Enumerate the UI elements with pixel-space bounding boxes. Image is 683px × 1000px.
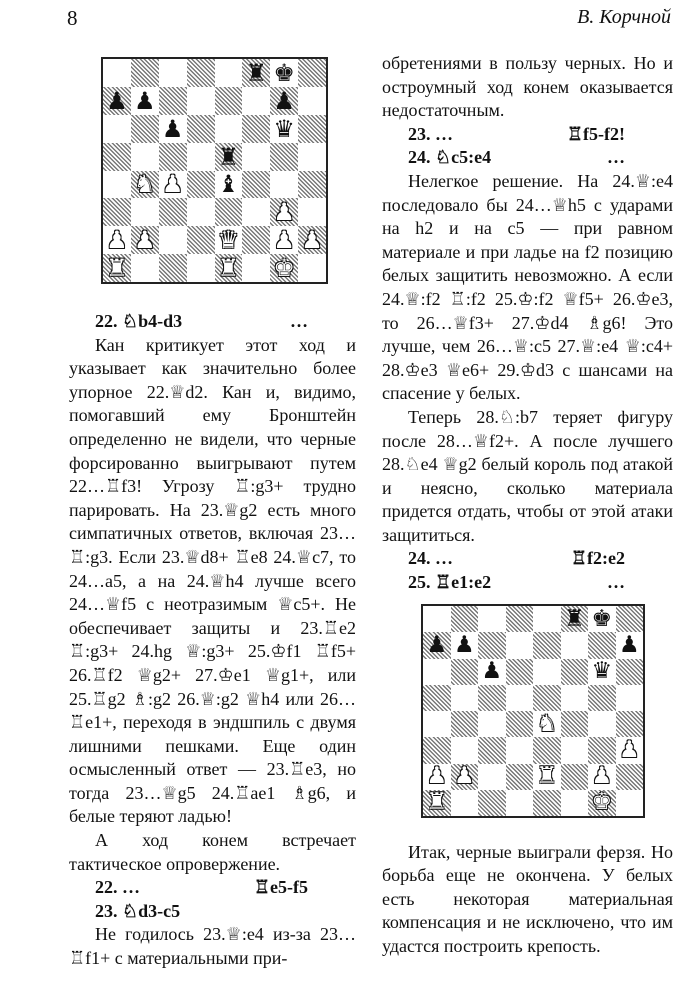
white-knight-icon: ♞	[536, 711, 558, 737]
board-square	[242, 171, 270, 199]
board-square	[159, 87, 187, 115]
board-square	[159, 115, 187, 143]
board-square	[242, 254, 270, 282]
move-line: 25. ♖e1:e2 …	[408, 572, 625, 593]
white-rook-icon: ♜	[536, 763, 558, 790]
black-pawn-icon: ♟	[134, 86, 156, 115]
white-pawn-icon: ♟	[301, 226, 323, 255]
white-king-icon: ♚	[273, 254, 295, 282]
move-line: 24. ♘c5:e4 …	[408, 147, 625, 168]
board-square	[159, 171, 187, 199]
black-king-icon: ♚	[591, 606, 613, 632]
board-square	[215, 87, 243, 115]
black-queen-icon: ♛	[273, 114, 295, 143]
white-pawn-icon: ♟	[618, 737, 640, 763]
white-pawn-icon: ♟	[161, 170, 184, 199]
board-square	[103, 254, 131, 282]
board-square	[270, 115, 298, 143]
white-pawn-icon: ♟	[106, 226, 128, 255]
page-number: 8	[67, 6, 78, 30]
board-square	[298, 87, 326, 115]
board-square	[103, 198, 131, 226]
board-square	[103, 143, 131, 171]
board-square	[533, 711, 561, 737]
black-pawn-icon: ♟	[106, 86, 128, 115]
board-square	[187, 226, 215, 254]
board-square	[298, 254, 326, 282]
board-square	[242, 115, 270, 143]
board-square	[103, 115, 131, 143]
board-square	[588, 764, 616, 790]
board-square	[187, 59, 215, 87]
board-square	[242, 198, 270, 226]
board-square	[131, 143, 159, 171]
black-rook-icon: ♜	[563, 606, 585, 632]
right-column	[382, 52, 673, 959]
commentary-paragraph: Итак, черные выиграли ферзя. Но борьба еще не окончена. У белых есть некоторая материальная компенсация и не исключено, что им удастся построить крепость.	[382, 841, 673, 957]
commentary-paragraph: Не годилось 23.♕:e4 из-за 23…♖f1+ с материальными при-	[69, 924, 356, 969]
board-square	[215, 143, 243, 171]
white-rook-icon: ♜	[217, 254, 240, 282]
board-square	[103, 87, 131, 115]
board-square	[215, 171, 243, 199]
board-square	[187, 198, 215, 226]
white-pawn-icon: ♟	[273, 226, 295, 255]
board-square	[298, 226, 326, 254]
board-square	[215, 59, 243, 87]
white-pawn-icon: ♟	[134, 226, 156, 255]
commentary-paragraph: А ход конем встречает тактическое опровержение.	[69, 830, 356, 874]
board-square	[131, 87, 159, 115]
board-square	[270, 254, 298, 282]
white-queen-icon: ♛	[217, 226, 240, 255]
board-square	[298, 143, 326, 171]
board-square	[215, 226, 243, 254]
board-square	[242, 59, 270, 87]
board-square	[616, 632, 644, 658]
move-line: 24. … ♖f2:e2	[408, 548, 625, 569]
white-pawn-icon: ♟	[591, 763, 613, 790]
black-queen-icon: ♛	[591, 658, 613, 685]
board-square	[588, 606, 616, 632]
board-square	[103, 171, 131, 199]
board-square	[478, 659, 506, 685]
white-knight-icon: ♞	[134, 170, 156, 199]
white-king-icon: ♚	[591, 789, 613, 816]
black-bishop-icon: ♝	[217, 170, 240, 199]
move-line: 23. … ♖f5-f2!	[408, 123, 625, 144]
board-square	[159, 254, 187, 282]
board-square	[242, 143, 270, 171]
white-pawn-icon: ♟	[426, 763, 448, 790]
move-line: 22. … ♖e5-f5	[95, 877, 308, 898]
board-square	[588, 790, 616, 816]
board-square	[616, 737, 644, 763]
board-square	[298, 115, 326, 143]
running-head-author: В. Корчной	[577, 6, 671, 28]
commentary-paragraph: Теперь 28.♘:b7 теряет фигуру после 28…♕f2+. А после лучшего 28.♘e4 ♕g2 белый король под атакой и неясно, сколько материала придется отдать, чтобы от этой атаки защититься.	[382, 406, 673, 545]
board-square	[298, 198, 326, 226]
black-rook-icon: ♜	[245, 59, 268, 87]
white-rook-icon: ♜	[426, 789, 448, 816]
black-rook-icon: ♜	[217, 142, 240, 171]
board-square	[131, 198, 159, 226]
board-square	[270, 143, 298, 171]
board-square	[298, 171, 326, 199]
board-square	[451, 632, 479, 658]
commentary-paragraph: Кан критикует этот ход и указывает как значительно более упорное 22.♕d2. Кан и, видимо, помогавший ему Бронштейн определенно не видели, что черные форсированно выигрывают путем 22…♖f3! Угрозу ♖:g3+ трудно парировать. На 23.♕g2 есть много симпатичных ответов, включая 23…♖:g3. Если 23.♕d8+ ♖e8 24.♕c7, то 24…a5, а на 24.♕h4 лучше всего 24…♕f5 с неотразимым ♕c5+. Не обеспечивает защиты и 23.♖e2 ♖:g3+ 24.hg ♕:g3+ 25.♔f1 ♖f5+ 26.♖f2 ♕g2+ 27.♔e1 ♕g1+, или 25.♖g2 ♗:g2 26.♕:g2 ♕h4 или 26…♖e1+, переходя в эндшпиль с двумя лишними пешками. Еще один осмысленный ответ — 23.♖e3, но тогда 23…♕g5 24.♖ae1 ♗g6, и белые теряют ладью!	[69, 334, 356, 827]
board-square	[270, 87, 298, 115]
board-square	[215, 115, 243, 143]
board-square	[588, 659, 616, 685]
board-square	[215, 254, 243, 282]
board-square	[159, 59, 187, 87]
black-pawn-icon: ♟	[161, 114, 184, 143]
commentary-paragraph: Нелегкое решение. На 24.♕:e4 последовало бы 24…♕h5 с ударами на h2 и на c5 — при равном материале и при ладье на f2 позицию белых защитить невозможно. А если 24.♕:f2 ♖:f2 25.♔:f2 ♕f5+ 26.♔e3, то 26…♕f3+ 27.♔d4 ♗g6! Это лучше, чем 26…♕:c5 27.♕:e4 ♕:c4+ 28.♔e3 ♕e6+ 29.♔d3 с шансами на спасение у белых.	[382, 170, 673, 404]
move-line: 22. ♘b4-d3 …	[95, 311, 308, 331]
white-rook-icon: ♜	[106, 254, 128, 282]
board-square	[159, 143, 187, 171]
board-square	[423, 790, 451, 816]
black-pawn-icon: ♟	[453, 632, 475, 658]
board-square	[561, 606, 589, 632]
board-square	[131, 226, 159, 254]
black-pawn-icon: ♟	[426, 632, 448, 658]
commentary-paragraph: обретениями в пользу черных. Но и остроумный ход конем оказывается недостаточным.	[382, 53, 673, 121]
black-pawn-icon: ♟	[481, 658, 503, 685]
board-square	[270, 59, 298, 87]
board-square	[131, 59, 159, 87]
black-pawn-icon: ♟	[273, 86, 295, 115]
board-square	[103, 59, 131, 87]
board-square	[159, 226, 187, 254]
board-square	[187, 115, 215, 143]
white-pawn-icon: ♟	[273, 198, 295, 227]
board-square	[187, 171, 215, 199]
board-square	[215, 198, 243, 226]
left-column	[69, 310, 356, 971]
board-square	[270, 226, 298, 254]
board-square	[270, 171, 298, 199]
board-square	[159, 198, 187, 226]
chess-diagram-1	[101, 57, 328, 284]
move-line: 23. ♘d3-c5	[95, 900, 181, 921]
board-square	[131, 115, 159, 143]
board-square	[187, 143, 215, 171]
board-square	[242, 87, 270, 115]
black-pawn-icon: ♟	[618, 632, 640, 658]
board-square	[187, 254, 215, 282]
board-square	[131, 171, 159, 199]
board-square	[423, 764, 451, 790]
board-square	[270, 198, 298, 226]
board-square	[131, 254, 159, 282]
board-square	[533, 764, 561, 790]
board-square	[187, 87, 215, 115]
board-square	[451, 764, 479, 790]
white-pawn-icon: ♟	[453, 763, 475, 790]
board-square	[423, 632, 451, 658]
board-square	[298, 59, 326, 87]
board-square	[103, 226, 131, 254]
board-square	[242, 226, 270, 254]
black-king-icon: ♚	[273, 59, 295, 87]
